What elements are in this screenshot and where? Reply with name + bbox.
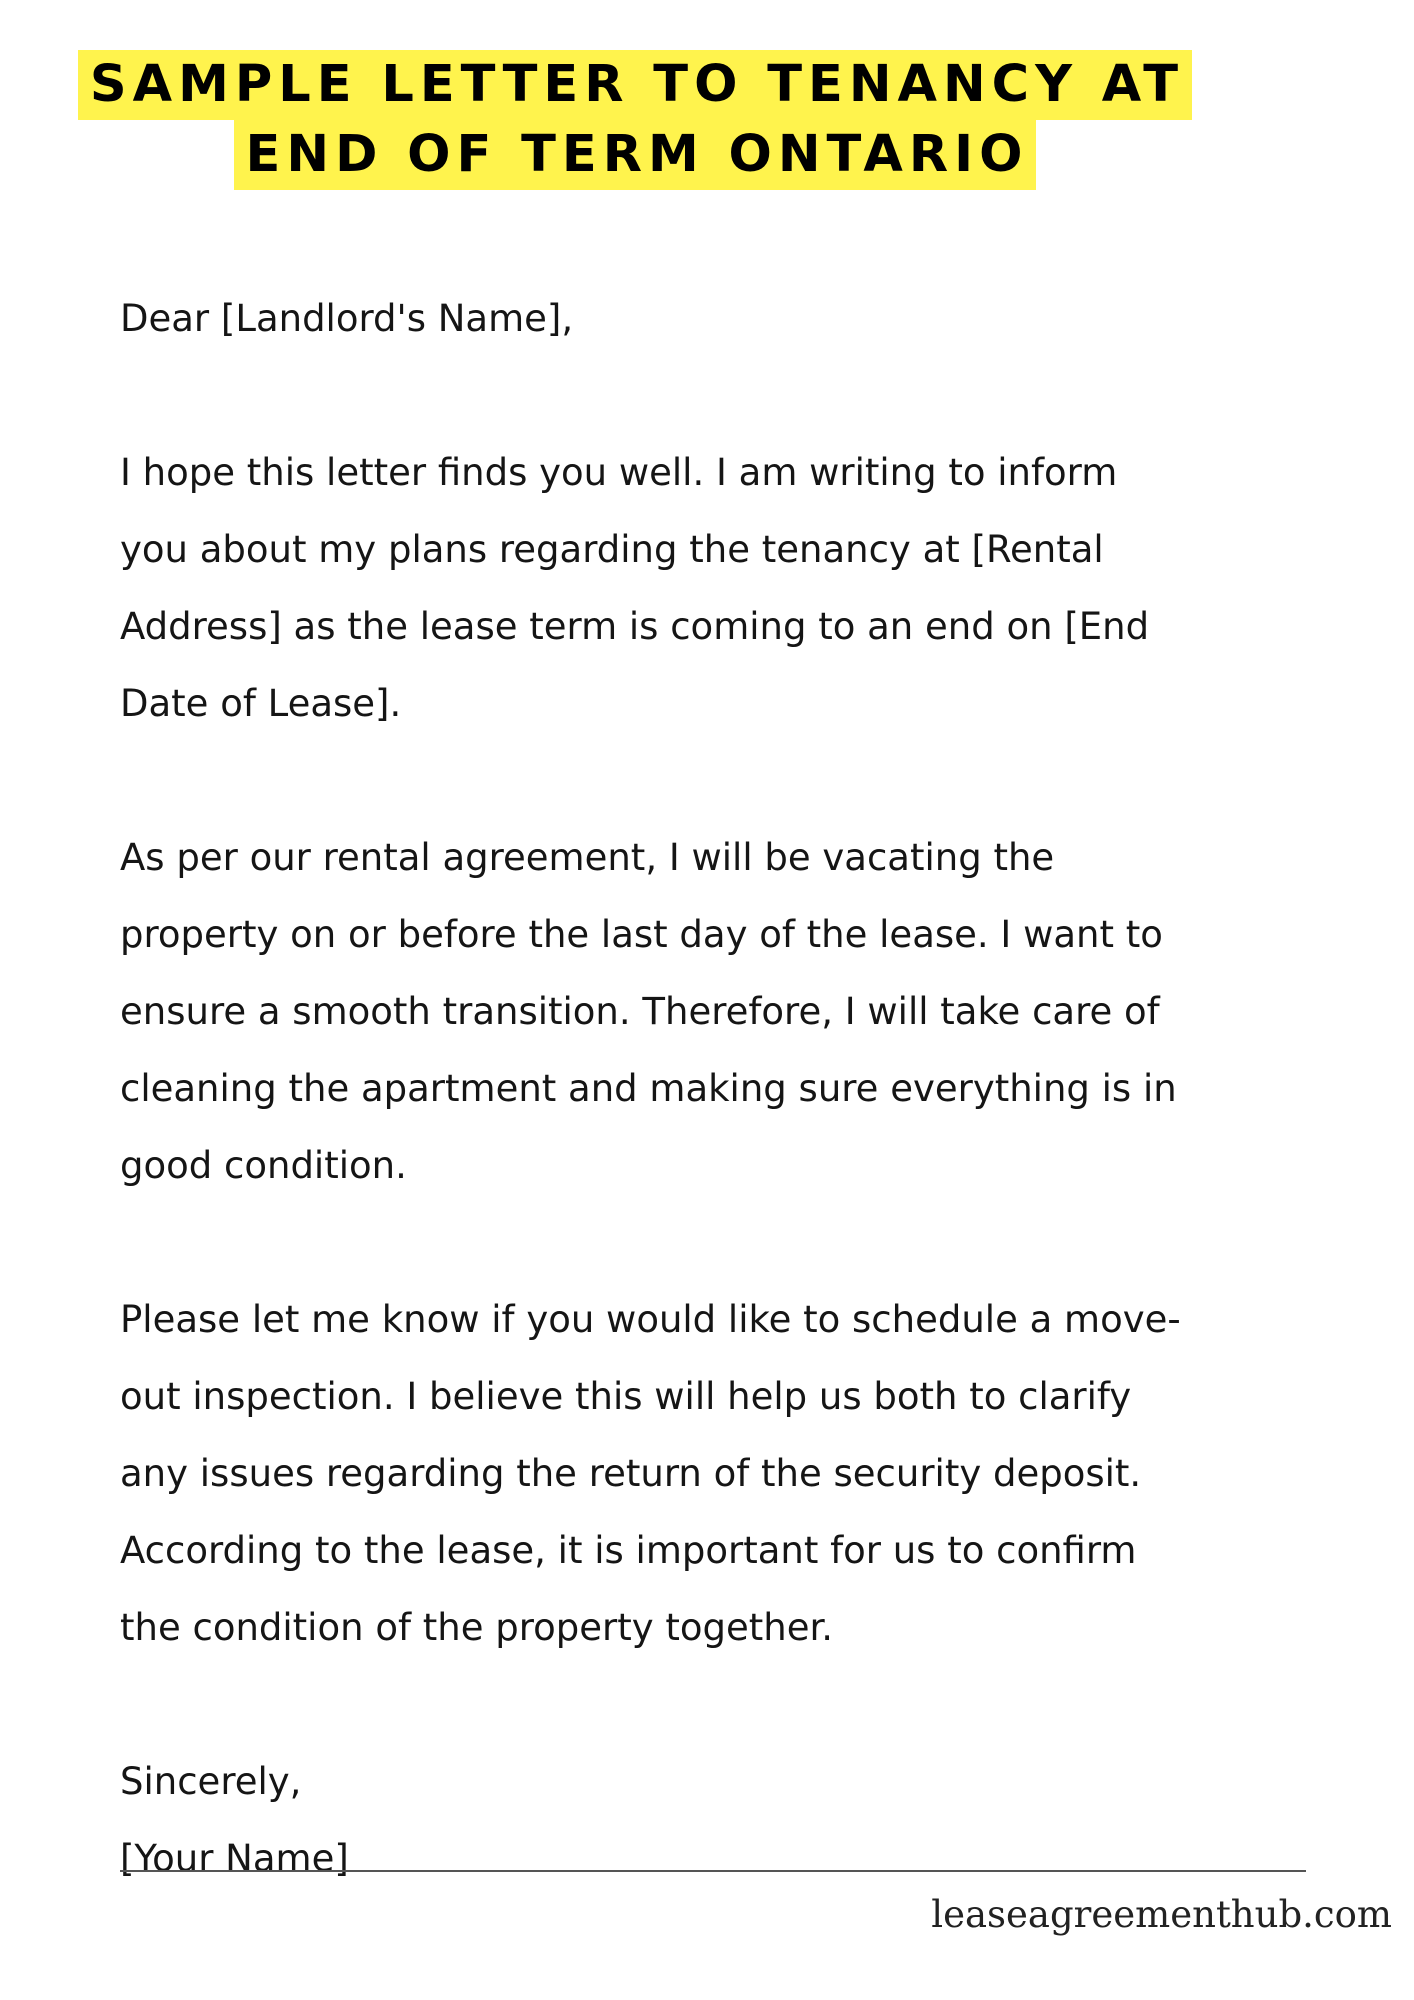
salutation: Dear [Landlord's Name], [120, 297, 574, 340]
paragraph-vacating: As per our rental agreement, I will be vacating the property on or before the last day of the lease. I want to ensure a smooth transition. Therefore, I will take care of cleaning the apartment and making sure everything is in good condition. [120, 836, 1177, 1187]
signature-divider [120, 1870, 1306, 1872]
brand-watermark: leaseagreementhub.com [931, 1893, 1392, 1936]
title-line-2: END OF TERM ONTARIO [234, 120, 1037, 190]
paragraph-intro: I hope this letter finds you well. I am writing to inform you about my plans regarding the tenancy at [Rental Address] as the lease term is coming to an end on [End Date of Lease]. [120, 451, 1150, 725]
paragraph-inspection: Please let me know if you would like to schedule a move- out inspection. I believe this will help us both to clarify any issues regarding the return of the security deposit. According to the lease, it is important for us to confirm the condition of the property together. [120, 1298, 1181, 1649]
closing: Sincerely, [120, 1760, 302, 1803]
title-line-1: SAMPLE LETTER TO TENANCY AT [78, 50, 1192, 120]
signature: [Your Name] [120, 1837, 349, 1880]
letter-body [120, 280, 1360, 1897]
page-title [0, 50, 1342, 190]
